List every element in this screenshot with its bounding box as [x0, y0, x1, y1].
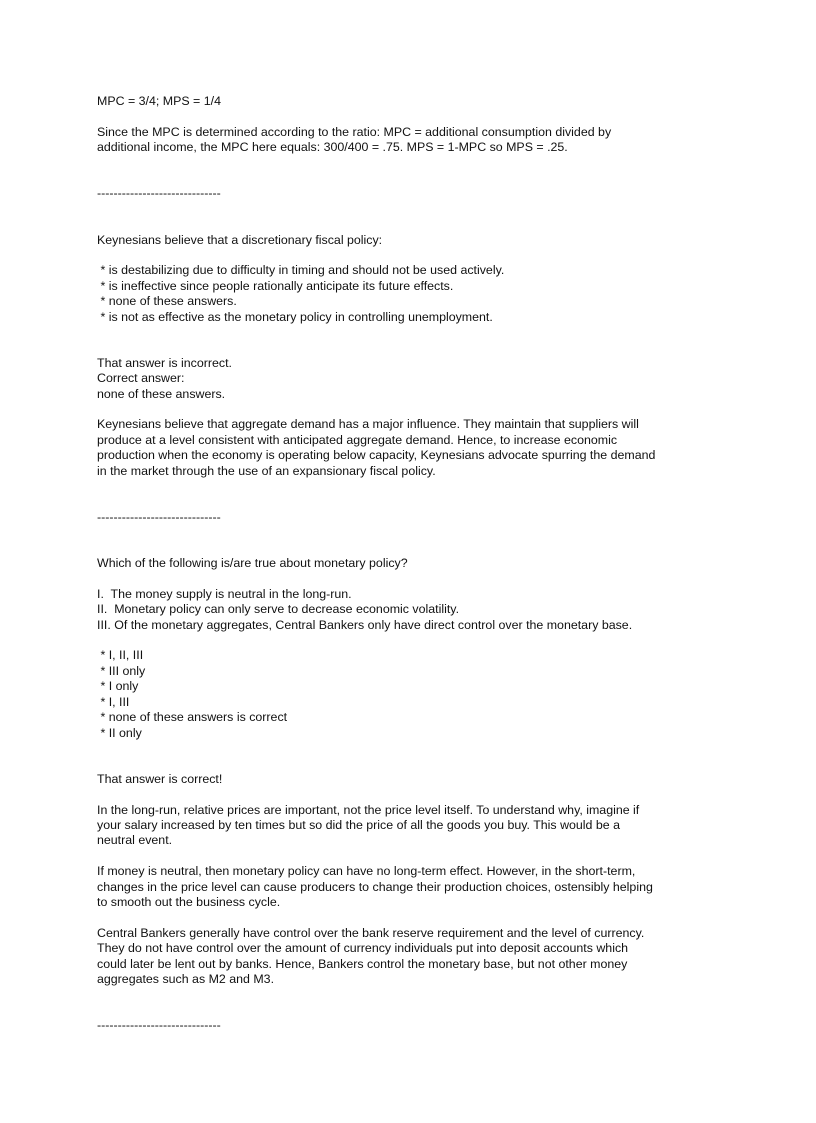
- paragraph-line: Central Bankers generally have control over the bank reserve requirement and the level of currency.: [97, 925, 645, 940]
- answer-option: * II only: [97, 725, 142, 740]
- separator: ------------------------------: [97, 509, 221, 524]
- answer-option: * is ineffective since people rationally anticipate its future effects.: [97, 278, 454, 293]
- answer-line: MPC = 3/4; MPS = 1/4: [97, 94, 221, 108]
- answer-option: * is destabilizing due to difficulty in timing and should not be used actively.: [97, 263, 505, 278]
- statement-line: I. The money supply is neutral in the long-run.: [97, 586, 352, 601]
- paragraph-line: to smooth out the business cycle.: [97, 894, 281, 909]
- paragraph-line: changes in the price level can cause producers to change their production choices, ostensibly helping: [97, 879, 653, 894]
- explanation-line: production when the economy is operating below capacity, Keynesians advocate spurring the demand: [97, 448, 656, 463]
- paragraph-line: They do not have control over the amount of currency individuals put into deposit accounts which: [97, 941, 629, 956]
- answer-option: * I only: [97, 679, 139, 694]
- paragraph-line: neutral event.: [97, 833, 173, 848]
- question-text: Which of the following is/are true about monetary policy?: [97, 556, 408, 571]
- statement-line: II. Monetary policy can only serve to decrease economic volatility.: [97, 602, 460, 617]
- answer-option: * none of these answers.: [97, 294, 237, 309]
- separator: ------------------------------: [97, 186, 221, 201]
- separator: ------------------------------: [97, 1018, 221, 1033]
- paragraph-line: could later be lent out by banks. Hence, Bankers control the monetary base, but not other money: [97, 956, 628, 971]
- statement-line: III. Of the monetary aggregates, Central Bankers only have direct control over the monetary base.: [97, 617, 633, 632]
- answer-option: * III only: [97, 663, 146, 678]
- explanation-line: Keynesians believe that aggregate demand has a major influence. They maintain that suppliers will: [97, 417, 639, 432]
- answer-option: * is not as effective as the monetary policy in controlling unemployment.: [97, 309, 493, 324]
- explanation-line: additional income, the MPC here equals: 300/400 = .75. MPS = 1-MPC so MPS = .25.: [97, 140, 568, 155]
- explanation-line: produce at a level consistent with anticipated aggregate demand. Hence, to increase economic: [97, 432, 618, 447]
- correct-answer-value: none of these answers.: [97, 386, 226, 401]
- answer-option: * I, II, III: [97, 648, 144, 663]
- answer-option: * I, III: [97, 694, 130, 709]
- correct-answer-label: Correct answer:: [97, 371, 185, 386]
- question-text: Keynesians believe that a discretionary fiscal policy:: [97, 232, 383, 247]
- document-page: [97, 94, 737, 1034]
- paragraph-line: aggregates such as M2 and M3.: [97, 971, 275, 986]
- paragraph-line: In the long-run, relative prices are important, not the price level itself. To understand why, imagine if: [97, 802, 640, 817]
- paragraph-line: If money is neutral, then monetary policy can have no long-term effect. However, in the short-term,: [97, 864, 636, 879]
- result-text: That answer is correct!: [97, 771, 223, 786]
- explanation-line: Since the MPC is determined according to the ratio: MPC = additional consumption divided by: [97, 124, 612, 139]
- paragraph-line: your salary increased by ten times but so did the price of all the goods you buy. This would be a: [97, 817, 620, 832]
- explanation-line: in the market through the use of an expansionary fiscal policy.: [97, 463, 436, 478]
- result-text: That answer is incorrect.: [97, 355, 232, 370]
- answer-option: * none of these answers is correct: [97, 710, 288, 725]
